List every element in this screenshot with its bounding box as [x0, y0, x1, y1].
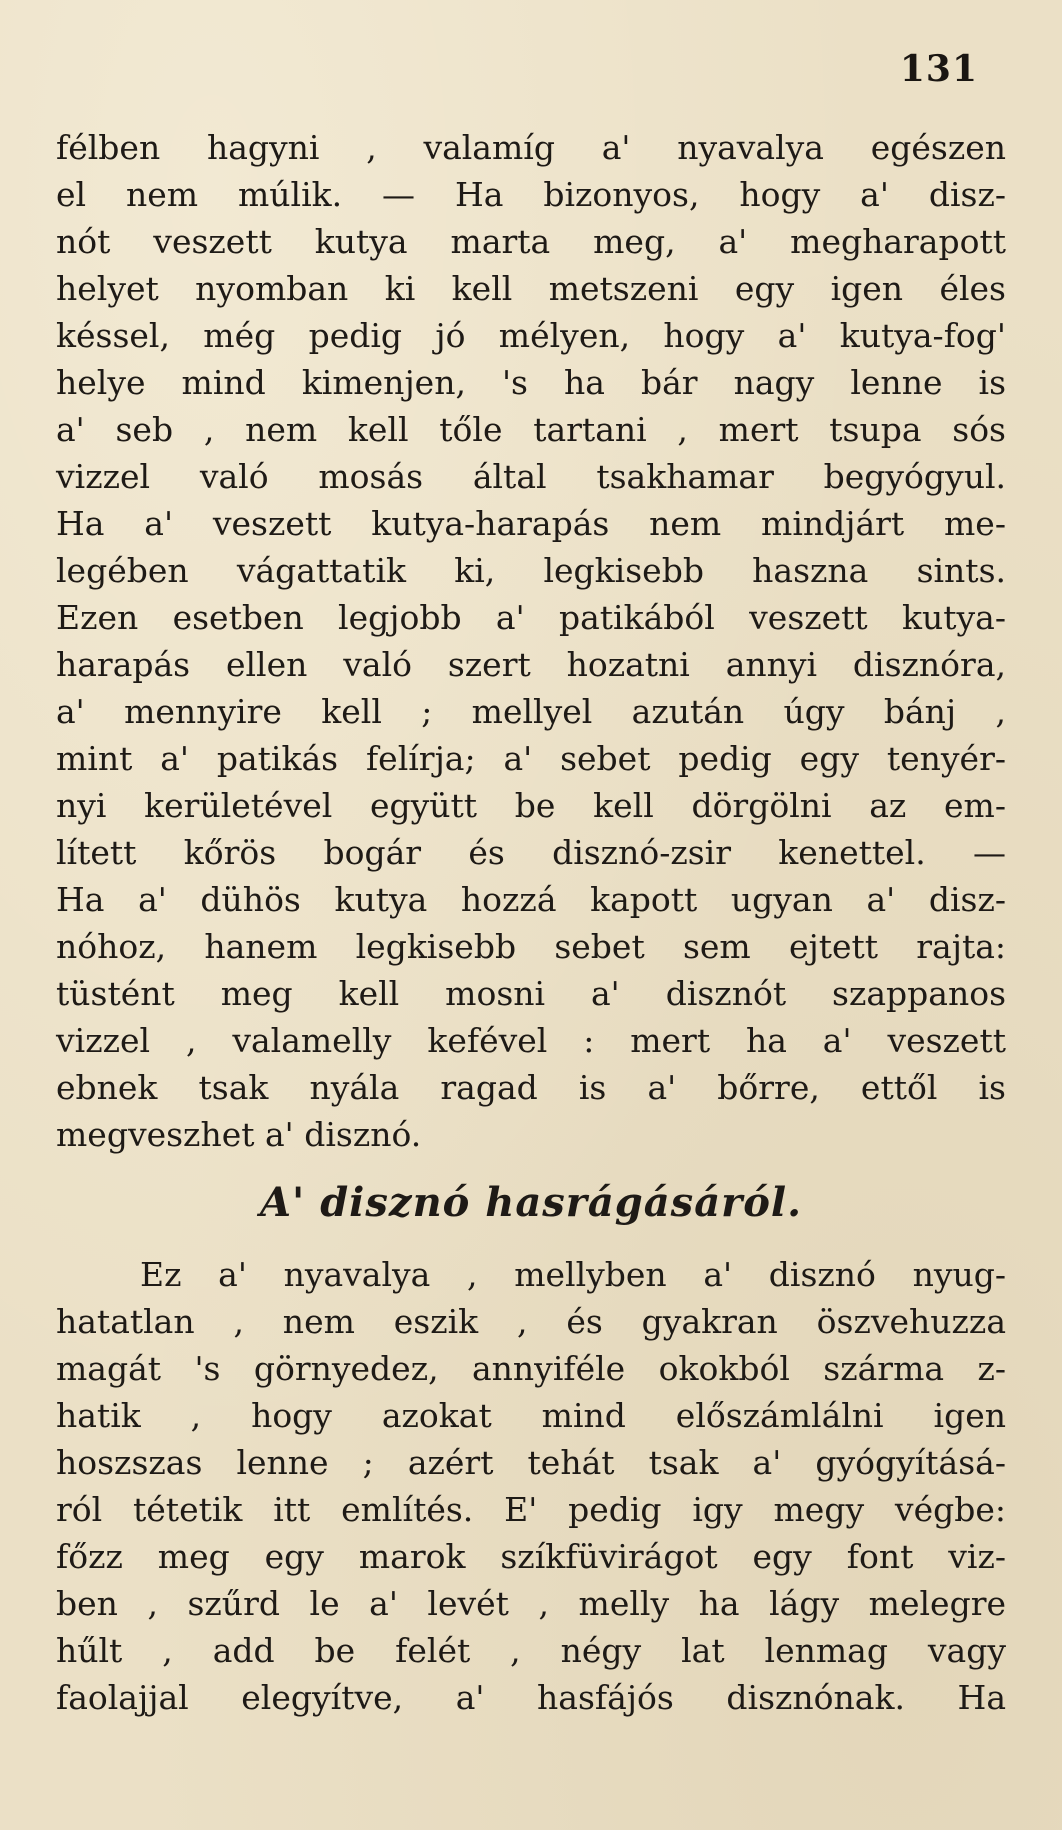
text-line: a' mennyire kell ; mellyel azután úgy bánj , — [56, 692, 1006, 731]
text-line: ben , szűrd le a' levét , melly ha lágy melegre — [56, 1584, 1006, 1623]
text-line: Ha a' dühös kutya hozzá kapott ugyan a' disz- — [56, 880, 1006, 919]
page-number: 131 — [899, 48, 978, 90]
section-heading: A' disznó hasrágásáról. — [259, 1179, 802, 1226]
text-line: helyet nyomban ki kell metszeni egy igen éles — [56, 269, 1006, 308]
text-line: ról tétetik itt említés. E' pedig igy megy végbe: — [56, 1490, 1006, 1529]
text-line: megveszhet a' disznó. — [56, 1115, 422, 1154]
text-line: a' seb , nem kell tőle tartani , mert tsupa sós — [56, 410, 1006, 449]
text-line: faolajjal elegyítve, a' hasfájós disznónak. Ha — [56, 1678, 1006, 1717]
text-line: Ez a' nyavalya , mellyben a' disznó nyug- — [140, 1255, 1006, 1294]
text-line: késsel, még pedig jó mélyen, hogy a' kutya-fog' — [56, 316, 1006, 355]
text-line: el nem múlik. — Ha bizonyos, hogy a' disz- — [56, 175, 1006, 214]
text-line: tüstént meg kell mosni a' disznót szappanos — [56, 974, 1006, 1013]
text-line: főzz meg egy marok szíkfüvirágot egy font viz- — [56, 1537, 1006, 1576]
text-line: Ezen esetben legjobb a' patikából veszett kutya- — [56, 598, 1006, 637]
text-line: hűlt , add be felét , négy lat lenmag vagy — [56, 1631, 1006, 1670]
text-line: harapás ellen való szert hozatni annyi disznóra, — [56, 645, 1006, 684]
text-line: helye mind kimenjen, 's ha bár nagy lenne is — [56, 363, 1006, 402]
text-line: Ha a' veszett kutya-harapás nem mindjárt me- — [56, 504, 1006, 543]
text-line: nót veszett kutya marta meg, a' megharapott — [56, 222, 1006, 261]
text-line: hoszszas lenne ; azért tehát tsak a' gyógyításá- — [56, 1443, 1006, 1482]
text-line: vizzel , valamelly kefével : mert ha a' veszett — [56, 1021, 1006, 1060]
text-line: félben hagyni , valamíg a' nyavalya egészen — [56, 128, 1006, 167]
text-line: vizzel való mosás által tsakhamar begyógyul. — [56, 457, 1006, 496]
text-line: mint a' patikás felírja; a' sebet pedig egy tenyér- — [56, 739, 1006, 778]
text-line: ebnek tsak nyála ragad is a' bőrre, ettől is — [56, 1068, 1006, 1107]
text-line: nyi kerületével együtt be kell dörgölni az em- — [56, 786, 1006, 825]
text-line: legében vágattatik ki, legkisebb haszna sints. — [56, 551, 1006, 590]
text-line: hatatlan , nem eszik , és gyakran öszvehuzza — [56, 1302, 1006, 1341]
text-line: hatik , hogy azokat mind előszámlálni igen — [56, 1396, 1006, 1435]
text-line: lített kőrös bogár és disznó-zsir kenettel. — — [56, 833, 1006, 872]
text-line: magát 's görnyedez, annyiféle okokból szárma z- — [56, 1349, 1006, 1388]
text-line: nóhoz, hanem legkisebb sebet sem ejtett rajta: — [56, 927, 1006, 966]
